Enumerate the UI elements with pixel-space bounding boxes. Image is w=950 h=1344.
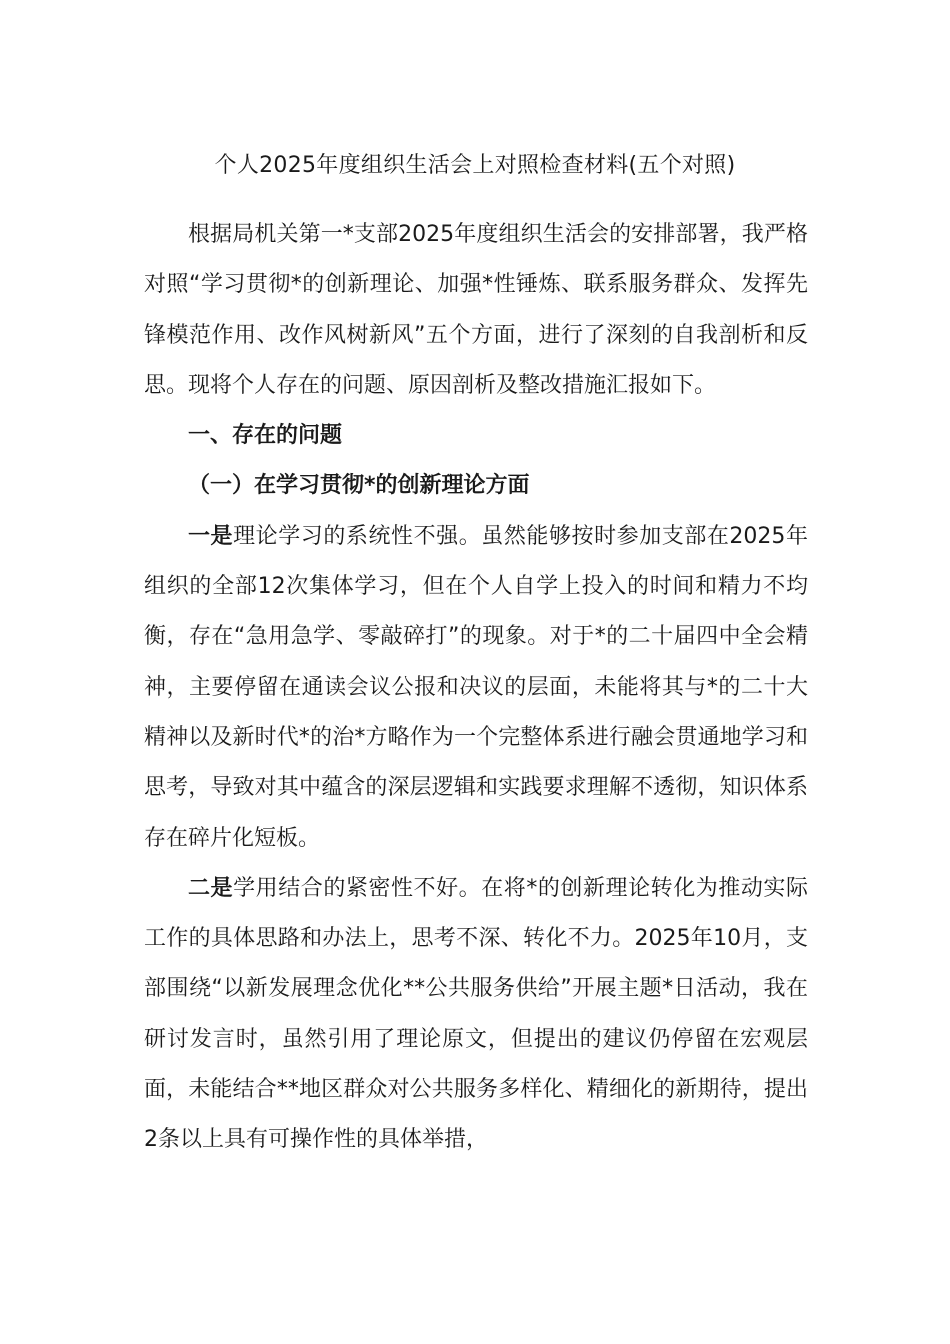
point-text-1: 理论学习的系统性不强。虽然能够按时参加支部在2025年组织的全部12次集体学习，但在个人自学上投入的时间和精力不均衡，存在“急用急学、零敲碎打”的现象。对于*的二十届四中全会精神，主要停留在通读会议公报和决议的层面，未能将其与*的二十大精神以及新时代*的治*方略作为一个完整体系进行融会贯通地学习和思考，导致对其中蕴含的深层逻辑和实践要求理解不透彻，知识体系存在碎片化短板。 [144,523,808,851]
point-paragraph-2 [144,864,808,1166]
document-title: 个人2025年度组织生活会上对照检查材料(五个对照) [214,153,736,178]
point-text-2: 学用结合的紧密性不好。在将*的创新理论转化为推动实际工作的具体思路和办法上，思考不深、转化不力。2025年10月，支部围绕“以新发展理念优化**公共服务供给”开展主题*日活动，我在研讨发言时，虽然引用了理论原文，但提出的建议仍停留在宏观层面，未能结合**地区群众对公共服务多样化、精细化的新期待，提出2条以上具有可操作性的具体举措， [144,875,808,1153]
subsection-heading-theory: （一）在学习贯彻*的创新理论方面 [188,473,530,499]
point-paragraph-1 [144,512,808,864]
section-heading-problems: 一、存在的问题 [188,423,343,449]
point-lead-1: 一是 [188,523,234,549]
document-body [144,210,808,1166]
intro-paragraph: 根据局机关第一*支部2025年度组织生活会的安排部署，我严格对照“学习贯彻*的创新理论、加强*性锤炼、联系服务群众、发挥先锋模范作用、改作风树新风”五个方面，进行了深刻的自我剖析和反思。现将个人存在的问题、原因剖析及整改措施汇报如下。 [144,222,808,398]
point-lead-2: 二是 [188,875,234,901]
